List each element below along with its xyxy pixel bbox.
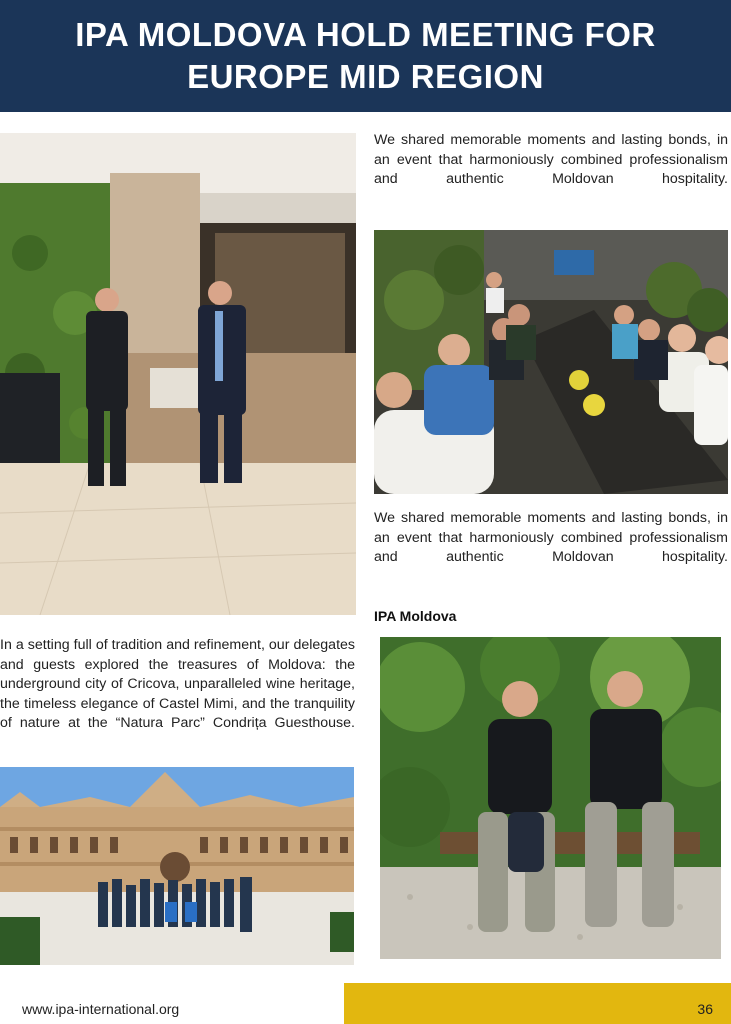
paragraph-shared-moments-1: We shared memorable moments and lasting bonds, in an event that harmoniously combined professionalism and authentic Moldovan hospitality. [374,132,728,188]
photo-castel-mimi-group [0,767,354,965]
paragraph-shared-moments-2: We shared memorable moments and lasting bonds, in an event that harmoniously combined professionalism and authentic Moldovan hospitality. [374,510,728,566]
photo-hotel-lobby [0,133,356,615]
page-title-line-1: IPA MOLDOVA HOLD MEETING FOR [75,16,656,53]
page-title-line-2: EUROPE MID REGION [187,58,544,95]
footer-accent-bar [344,983,731,1024]
photo-two-men-bench [380,637,721,959]
footer-website-url: www.ipa-international.org [22,1001,180,1017]
paragraph-tradition: In a setting full of tradition and refinement, our delegates and guests explored the treasures of Moldova: the underground city of Cricova, unparalleled wine heritage, the timeless elegance of Castel Mimi, and the tranquility of nature at the “Natura Parc” Condrița Guesthouse. [0,637,355,732]
photo-caption-ipa-moldova: IPA Moldova [374,608,457,624]
page-header [0,0,731,112]
page-number: 36 [697,1001,713,1017]
photo-group-dinner [374,230,728,494]
